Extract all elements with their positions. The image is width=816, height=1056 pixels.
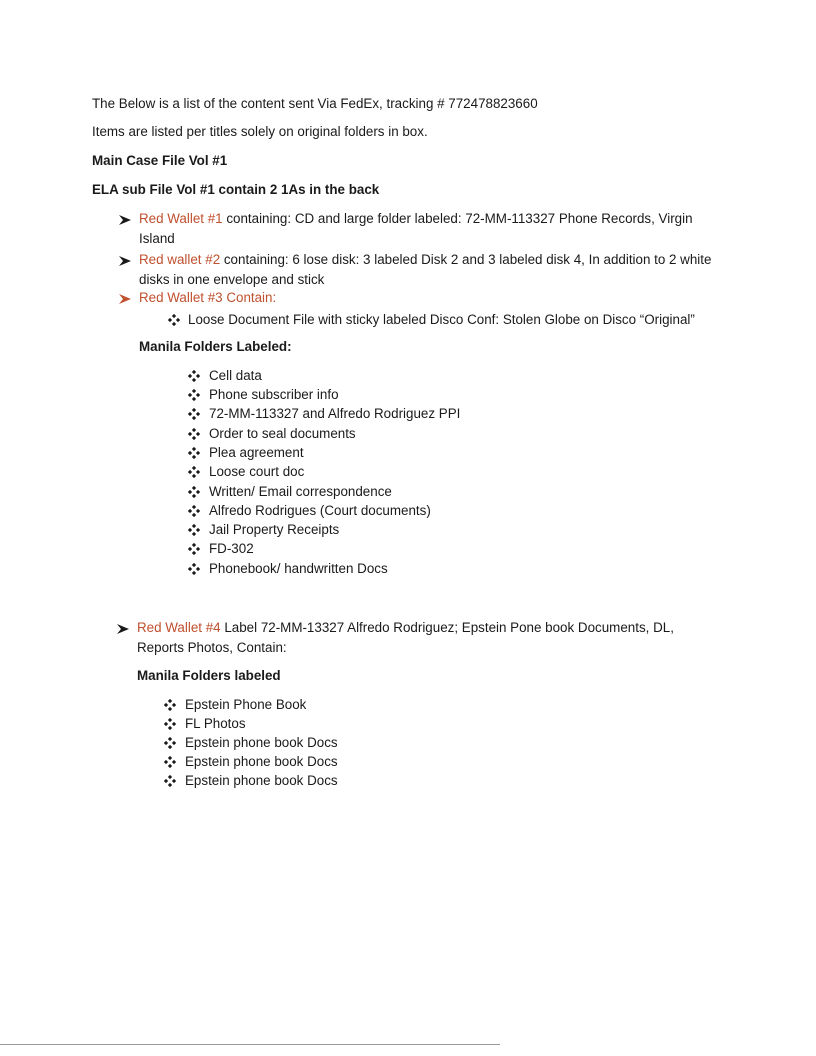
list-item: Written/ Email correspondence xyxy=(209,484,392,499)
heading-ela-sub-file: ELA sub File Vol #1 contain 2 1As in the back xyxy=(92,182,380,197)
wallet-2-continuation: disks in one envelope and stick xyxy=(139,272,325,287)
diamond-bullet-icon xyxy=(188,486,200,498)
wallet-4-continuation: Reports Photos, Contain: xyxy=(137,640,287,655)
list-item: Phone subscriber info xyxy=(209,387,339,402)
wallet-4-folders-heading: Manila Folders labeled xyxy=(137,668,281,683)
arrow-bullet-icon xyxy=(118,213,132,227)
wallet-4-text: Label 72-MM-13327 Alfredo Rodriguez; Epstein Pone book Documents, DL, xyxy=(220,620,674,635)
diamond-bullet-icon xyxy=(188,466,200,478)
diamond-bullet-icon xyxy=(164,718,176,730)
list-item: Alfredo Rodrigues (Court documents) xyxy=(209,503,431,518)
wallet-3-folders-heading: Manila Folders Labeled: xyxy=(139,339,292,354)
wallet-2-text: containing: 6 lose disk: 3 labeled Disk 2 and 3 labeled disk 4, In addition to 2 white xyxy=(220,252,712,267)
wallet-2-label: Red wallet #2 xyxy=(139,252,221,267)
wallet-2-line xyxy=(139,252,711,267)
intro-line-1: The Below is a list of the content sent Via FedEx, tracking # 772478823660 xyxy=(92,96,538,111)
list-item: Loose court doc xyxy=(209,464,305,479)
arrow-bullet-icon xyxy=(118,292,132,306)
diamond-bullet-icon xyxy=(164,775,176,787)
diamond-bullet-icon xyxy=(188,428,200,440)
diamond-bullet-icon xyxy=(188,389,200,401)
wallet-3-label: Red Wallet #3 Contain: xyxy=(139,290,277,305)
list-item: Jail Property Receipts xyxy=(209,522,340,537)
list-item: Plea agreement xyxy=(209,445,304,460)
list-item: Phonebook/ handwritten Docs xyxy=(209,561,388,576)
list-item: Cell data xyxy=(209,368,262,383)
list-item: Epstein phone book Docs xyxy=(185,754,338,769)
wallet-4-label: Red Wallet #4 xyxy=(137,620,221,635)
diamond-bullet-icon xyxy=(188,543,200,555)
diamond-bullet-icon xyxy=(168,314,180,326)
diamond-bullet-icon xyxy=(188,370,200,382)
arrow-bullet-icon xyxy=(116,622,130,636)
wallet-1-text: containing: CD and large folder labeled: 72-MM-113327 Phone Records, Virgin xyxy=(222,211,693,226)
list-item: Epstein phone book Docs xyxy=(185,735,338,750)
wallet-3-sub-item: Loose Document File with sticky labeled Disco Conf: Stolen Globe on Disco “Original” xyxy=(188,312,695,327)
wallet-4-line xyxy=(137,620,674,635)
list-item: Order to seal documents xyxy=(209,426,356,441)
diamond-bullet-icon xyxy=(188,505,200,517)
wallet-1-continuation: Island xyxy=(139,231,175,246)
list-item: FL Photos xyxy=(185,716,246,731)
diamond-bullet-icon xyxy=(164,699,176,711)
diamond-bullet-icon xyxy=(188,524,200,536)
intro-line-2: Items are listed per titles solely on original folders in box. xyxy=(92,124,428,139)
list-item: 72-MM-113327 and Alfredo Rodriguez PPI xyxy=(209,406,461,421)
diamond-bullet-icon xyxy=(164,737,176,749)
arrow-bullet-icon xyxy=(118,254,132,268)
wallet-1-line xyxy=(139,211,693,226)
list-item: FD-302 xyxy=(209,541,254,556)
footer-rule xyxy=(0,1044,500,1045)
list-item: Epstein phone book Docs xyxy=(185,773,338,788)
list-item: Epstein Phone Book xyxy=(185,697,307,712)
diamond-bullet-icon xyxy=(188,408,200,420)
heading-main-case-file: Main Case File Vol #1 xyxy=(92,153,228,168)
diamond-bullet-icon xyxy=(188,447,200,459)
diamond-bullet-icon xyxy=(164,756,176,768)
diamond-bullet-icon xyxy=(188,563,200,575)
wallet-1-label: Red Wallet #1 xyxy=(139,211,223,226)
